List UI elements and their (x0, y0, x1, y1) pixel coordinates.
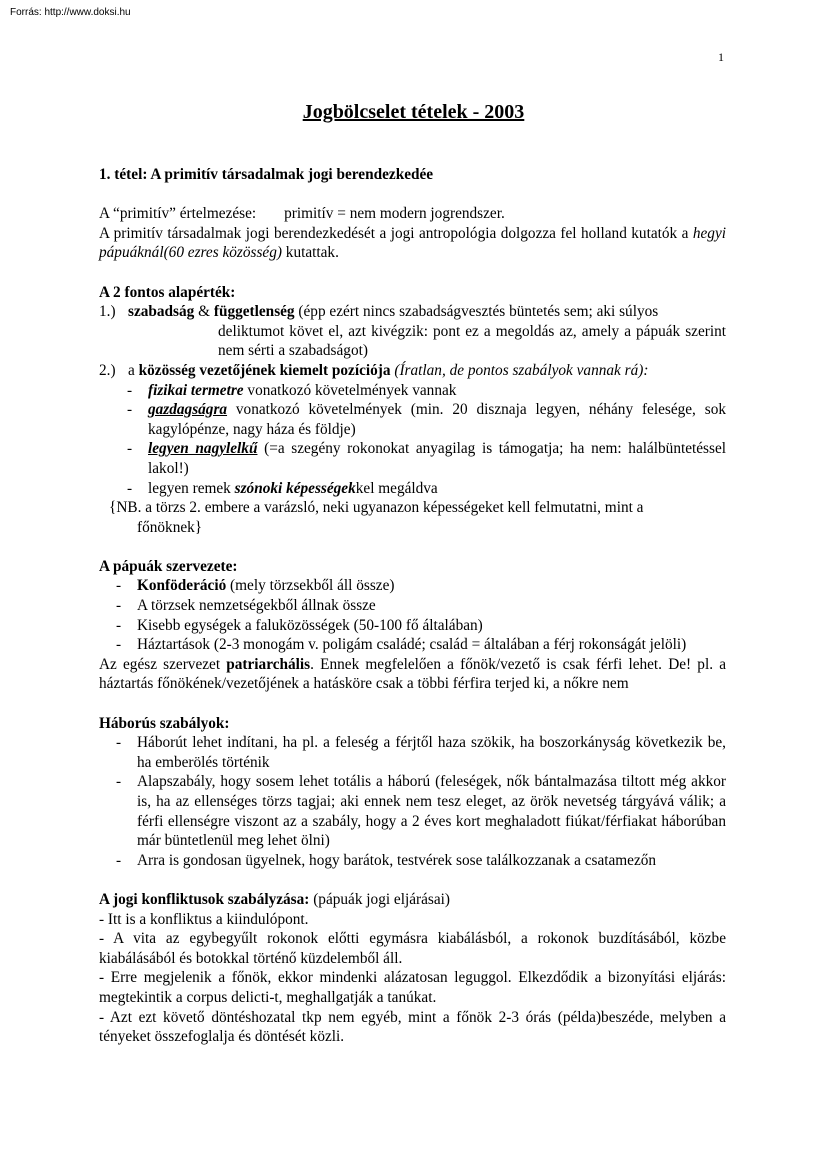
dash: - (127, 381, 133, 399)
text: (épp ezért nincs szabadságvesztés büntetés sem; aki súlyos (294, 303, 659, 321)
list-item (99, 616, 726, 636)
note-line: {NB. a törzs 2. embere a varázsló, neki ugyanazon képességeket kell felmutatni, mint a (109, 499, 644, 517)
dash: - (116, 577, 122, 595)
text: Kisebb egységek a faluközösségek (50-100 fő általában) (137, 616, 483, 634)
dash: - (116, 851, 122, 869)
note-line: főnöknek} (137, 518, 203, 536)
dash: - (116, 636, 122, 654)
text: legyen remek (148, 479, 235, 497)
list-item (99, 439, 726, 478)
list-item (99, 733, 726, 772)
text: A törzsek nemzetségekből állnak össze (137, 597, 376, 615)
text: (=a szegény rokonokat anyagilag is támogatja; ha nem: halálbüntetéssel lakol!) (148, 440, 727, 477)
bold-italic-text: legyen nagylelkű (148, 440, 258, 458)
text: Alapszabály, hogy sosem lehet totális a háború (feleségek, nők bántalmazása tiltott még akkor is, ha az ellenséges törzs tagjai; aki ennek nem tesz eleget, az örök nevetség tárgyává válik; a férfi ellenségre viszont az a szabály, hogy a 2 éves kort meghaladott fiúkat/férfiakat háborúban már büntetlenül meg lehet ölni) (137, 773, 726, 850)
text: Arra is gondosan ügyelnek, hogy barátok, testvérek sose találkozzanak a csatamezőn (137, 851, 657, 869)
italic-text: (Íratlan, de pontos szabályok vannak rá): (390, 361, 649, 379)
section-heading: A 2 fontos alapérték: (99, 283, 236, 301)
dash: - (127, 479, 133, 497)
item-number: 1.) (99, 303, 116, 321)
section-heading: A pápuák szervezete: (99, 557, 238, 575)
item-continuation: deliktumot követ el, azt kivégzik: pont ez a megoldás az, amely a pápuák szerint nem sérti a szabadságot) (218, 322, 726, 360)
bold-text: közösség vezetőjének kiemelt pozíciója (138, 361, 391, 379)
bold-text: függetlenség (213, 303, 295, 321)
text: & (194, 303, 214, 321)
list-item (99, 576, 726, 596)
bold-text: Konföderáció (137, 577, 227, 595)
list-item: - Azt ezt követő döntéshozatal tkp nem egyéb, mint a főnök 2-3 órás (példa)beszéde, melyben a tényeket összefoglalja és döntését közli. (99, 1008, 726, 1046)
text: kutattak. (281, 244, 339, 262)
text: Az egész szervezet (99, 655, 227, 673)
list-item (99, 381, 726, 401)
text: Háztartások (2-3 monogám v. poligám családé; család = általában a férj rokonságát jelöli) (137, 636, 687, 654)
text: A “primitív” értelmezése: (99, 205, 257, 223)
text: a (128, 361, 139, 379)
paragraph (99, 204, 726, 224)
list-item: - Erre megjelenik a főnök, ekkor mindenki alázatosan leguggol. Elkezdődik a bizonyítási eljárás: megtekintik a corpus delicti-t, meghallgatják a tanúkat. (99, 969, 726, 1006)
bold-italic-text: fizikai termetre (148, 381, 244, 399)
text: vonatkozó követelmények vannak (243, 381, 457, 399)
dash: - (116, 734, 122, 752)
list-item: - A vita az egybegyűlt rokonok előtti egymásra kiabálásból, a rokonok buzdításából, közbe kiabálásából és botokkal történő küzdelemből áll. (99, 930, 726, 967)
item-text (128, 302, 726, 322)
dash: - (116, 616, 122, 634)
section-heading: A jogi konfliktusok szabályzása: (99, 890, 310, 908)
dash: - (116, 597, 122, 615)
source-label[interactable]: Forrás: http://www.doksi.hu (10, 7, 131, 18)
text: vonatkozó követelmények (min. 20 disznaja legyen, néhány felesége, sok kagylópénze, nagy háza és földje) (148, 401, 726, 438)
list-item (99, 851, 726, 871)
text: A primitív társadalmak jogi berendezkedését a jogi antropológia dolgozza fel holland kutatók a (99, 224, 693, 242)
text: kel megáldva (355, 479, 438, 497)
list-item (99, 479, 726, 499)
dash: - (116, 773, 122, 791)
section-heading: 1. tétel: A primitív társadalmak jogi berendezkedée (99, 166, 434, 183)
text: primitív = nem modern jogrendszer. (284, 205, 505, 223)
page-number: 1 (718, 50, 724, 64)
document-title: Jogbölcselet tételek - 2003 (302, 101, 525, 123)
list-item (99, 400, 726, 439)
italic-text: hegyi pápuáknál(60 ezres közösség) (99, 224, 726, 262)
bold-italic-text: gazdagságra (148, 401, 228, 419)
paragraph (99, 224, 726, 263)
paragraph (99, 890, 726, 910)
item-text (128, 361, 726, 381)
bold-italic-text: szónoki képességek (234, 479, 356, 497)
text: (mely törzsekből áll össze) (226, 577, 395, 595)
bold-text: szabadság (128, 303, 195, 321)
list-item: - Itt is a konfliktus a kiindulópont. (99, 910, 309, 928)
numbered-item (99, 361, 726, 381)
list-item (99, 772, 726, 850)
bold-text: patriarchális (226, 655, 311, 673)
item-number: 2.) (99, 361, 116, 379)
paragraph (99, 655, 726, 694)
text: (pápuák jogi eljárásai) (309, 890, 450, 908)
list-item (99, 596, 726, 616)
section-heading: Háborús szabályok: (99, 714, 230, 732)
dash: - (127, 401, 133, 419)
dash: - (127, 440, 133, 458)
document-body (99, 165, 726, 1047)
numbered-item (99, 302, 726, 322)
text: . Ennek megfelelően a főnök/vezető is csak férfi lehet. De! pl. a háztartás főnökének/vezetőjének a hatásköre csak a többi férfira terjed ki, a nőkre nem (99, 655, 727, 693)
list-item (99, 635, 726, 655)
text: Háborút lehet indítani, ha pl. a feleség a férjtől haza szökik, ha boszorkányság következik be, ha emberölés történik (137, 734, 726, 771)
